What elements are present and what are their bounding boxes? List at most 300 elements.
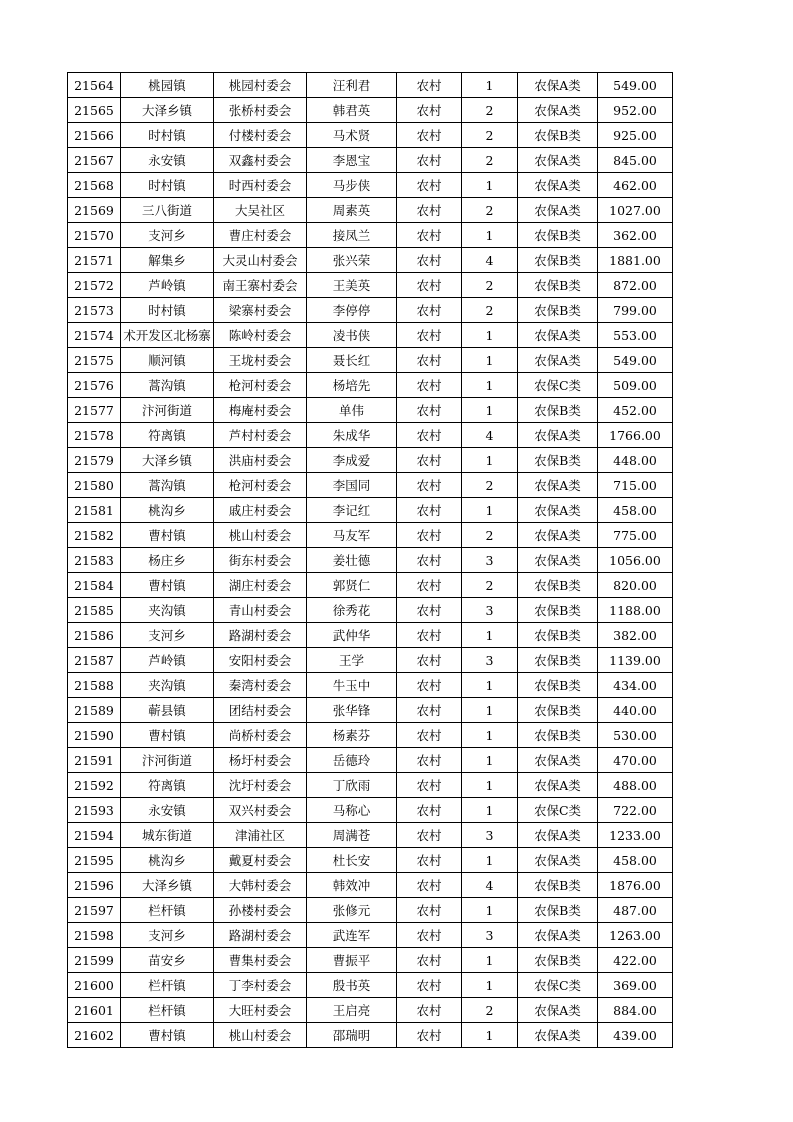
table-row <box>68 673 673 698</box>
area-type-cell: 农村 <box>397 548 462 573</box>
amount-cell: 1881.00 <box>598 248 673 273</box>
town-cell: 支河乡 <box>121 623 214 648</box>
record-id-cell: 21573 <box>68 298 121 323</box>
table-row <box>68 948 673 973</box>
area-type-cell: 农村 <box>397 198 462 223</box>
insurance-category-cell: 农保A类 <box>518 548 598 573</box>
person-name-cell: 李成爱 <box>307 448 397 473</box>
village-cell: 王垅村委会 <box>214 348 307 373</box>
person-name-cell: 岳德玲 <box>307 748 397 773</box>
village-cell: 双鑫村委会 <box>214 148 307 173</box>
village-cell: 大吴社区 <box>214 198 307 223</box>
table-row <box>68 173 673 198</box>
town-cell: 苗安乡 <box>121 948 214 973</box>
table-row <box>68 798 673 823</box>
town-cell: 曹村镇 <box>121 573 214 598</box>
area-type-cell: 农村 <box>397 698 462 723</box>
area-type-cell: 农村 <box>397 273 462 298</box>
table-row <box>68 923 673 948</box>
household-count-cell: 1 <box>462 623 518 648</box>
town-cell: 桃沟乡 <box>121 848 214 873</box>
record-id-cell: 21602 <box>68 1023 121 1048</box>
area-type-cell: 农村 <box>397 473 462 498</box>
insurance-category-cell: 农保A类 <box>518 748 598 773</box>
town-cell: 汴河街道 <box>121 398 214 423</box>
insurance-category-cell: 农保A类 <box>518 148 598 173</box>
amount-cell: 553.00 <box>598 323 673 348</box>
insurance-category-cell: 农保B类 <box>518 623 598 648</box>
table-row <box>68 648 673 673</box>
area-type-cell: 农村 <box>397 173 462 198</box>
area-type-cell: 农村 <box>397 98 462 123</box>
village-cell: 杨圩村委会 <box>214 748 307 773</box>
insurance-category-cell: 农保B类 <box>518 723 598 748</box>
insurance-category-cell: 农保C类 <box>518 373 598 398</box>
person-name-cell: 张修元 <box>307 898 397 923</box>
village-cell: 大灵山村委会 <box>214 248 307 273</box>
insurance-category-cell: 农保A类 <box>518 348 598 373</box>
village-cell: 枪河村委会 <box>214 373 307 398</box>
insurance-category-cell: 农保B类 <box>518 573 598 598</box>
person-name-cell: 牛玉中 <box>307 673 397 698</box>
amount-cell: 462.00 <box>598 173 673 198</box>
town-cell: 蕲县镇 <box>121 698 214 723</box>
area-type-cell: 农村 <box>397 73 462 98</box>
town-cell: 栏杆镇 <box>121 898 214 923</box>
household-count-cell: 1 <box>462 448 518 473</box>
table-row <box>68 823 673 848</box>
table-row <box>68 748 673 773</box>
insurance-category-cell: 农保A类 <box>518 498 598 523</box>
person-name-cell: 杨素芬 <box>307 723 397 748</box>
household-count-cell: 3 <box>462 548 518 573</box>
person-name-cell: 曹振平 <box>307 948 397 973</box>
insurance-category-cell: 农保A类 <box>518 98 598 123</box>
town-cell: 三八街道 <box>121 198 214 223</box>
table-row <box>68 473 673 498</box>
household-count-cell: 3 <box>462 648 518 673</box>
person-name-cell: 郭贤仁 <box>307 573 397 598</box>
insurance-category-cell: 农保A类 <box>518 198 598 223</box>
insurance-category-cell: 农保A类 <box>518 473 598 498</box>
town-cell: 顺河镇 <box>121 348 214 373</box>
area-type-cell: 农村 <box>397 398 462 423</box>
record-id-cell: 21593 <box>68 798 121 823</box>
household-count-cell: 2 <box>462 473 518 498</box>
amount-cell: 925.00 <box>598 123 673 148</box>
household-count-cell: 1 <box>462 798 518 823</box>
household-count-cell: 1 <box>462 73 518 98</box>
amount-cell: 549.00 <box>598 73 673 98</box>
amount-cell: 1056.00 <box>598 548 673 573</box>
village-cell: 张桥村委会 <box>214 98 307 123</box>
record-id-cell: 21591 <box>68 748 121 773</box>
town-cell: 曹村镇 <box>121 723 214 748</box>
village-cell: 大韩村委会 <box>214 873 307 898</box>
person-name-cell: 杜长安 <box>307 848 397 873</box>
area-type-cell: 农村 <box>397 673 462 698</box>
person-name-cell: 聂长红 <box>307 348 397 373</box>
subsidy-table <box>67 72 673 1048</box>
person-name-cell: 李国同 <box>307 473 397 498</box>
table-row <box>68 523 673 548</box>
table-row <box>68 98 673 123</box>
person-name-cell: 李停停 <box>307 298 397 323</box>
record-id-cell: 21600 <box>68 973 121 998</box>
area-type-cell: 农村 <box>397 898 462 923</box>
town-cell: 解集乡 <box>121 248 214 273</box>
person-name-cell: 周满苍 <box>307 823 397 848</box>
person-name-cell: 徐秀花 <box>307 598 397 623</box>
village-cell: 枪河村委会 <box>214 473 307 498</box>
record-id-cell: 21601 <box>68 998 121 1023</box>
household-count-cell: 2 <box>462 573 518 598</box>
person-name-cell: 张华锋 <box>307 698 397 723</box>
record-id-cell: 21588 <box>68 673 121 698</box>
amount-cell: 487.00 <box>598 898 673 923</box>
area-type-cell: 农村 <box>397 773 462 798</box>
household-count-cell: 2 <box>462 123 518 148</box>
town-cell: 夹沟镇 <box>121 598 214 623</box>
village-cell: 津浦社区 <box>214 823 307 848</box>
town-cell: 城东街道 <box>121 823 214 848</box>
amount-cell: 440.00 <box>598 698 673 723</box>
insurance-category-cell: 农保B类 <box>518 648 598 673</box>
person-name-cell: 马术贤 <box>307 123 397 148</box>
household-count-cell: 1 <box>462 223 518 248</box>
amount-cell: 1139.00 <box>598 648 673 673</box>
amount-cell: 775.00 <box>598 523 673 548</box>
insurance-category-cell: 农保A类 <box>518 523 598 548</box>
record-id-cell: 21596 <box>68 873 121 898</box>
village-cell: 梅庵村委会 <box>214 398 307 423</box>
record-id-cell: 21582 <box>68 523 121 548</box>
town-cell: 时村镇 <box>121 173 214 198</box>
insurance-category-cell: 农保A类 <box>518 173 598 198</box>
insurance-category-cell: 农保C类 <box>518 798 598 823</box>
town-cell: 栏杆镇 <box>121 998 214 1023</box>
household-count-cell: 1 <box>462 323 518 348</box>
insurance-category-cell: 农保B类 <box>518 398 598 423</box>
village-cell: 桃园村委会 <box>214 73 307 98</box>
insurance-category-cell: 农保B类 <box>518 873 598 898</box>
table-row <box>68 773 673 798</box>
town-cell: 汴河街道 <box>121 748 214 773</box>
person-name-cell: 姜壮德 <box>307 548 397 573</box>
household-count-cell: 2 <box>462 198 518 223</box>
insurance-category-cell: 农保A类 <box>518 823 598 848</box>
household-count-cell: 1 <box>462 398 518 423</box>
record-id-cell: 21584 <box>68 573 121 598</box>
household-count-cell: 1 <box>462 898 518 923</box>
table-row <box>68 598 673 623</box>
person-name-cell: 李恩宝 <box>307 148 397 173</box>
amount-cell: 362.00 <box>598 223 673 248</box>
area-type-cell: 农村 <box>397 623 462 648</box>
record-id-cell: 21583 <box>68 548 121 573</box>
person-name-cell: 凌书侠 <box>307 323 397 348</box>
record-id-cell: 21590 <box>68 723 121 748</box>
town-cell: 支河乡 <box>121 223 214 248</box>
amount-cell: 509.00 <box>598 373 673 398</box>
town-cell: 蒿沟镇 <box>121 473 214 498</box>
household-count-cell: 3 <box>462 823 518 848</box>
town-cell: 时村镇 <box>121 298 214 323</box>
town-cell: 大泽乡镇 <box>121 873 214 898</box>
insurance-category-cell: 农保A类 <box>518 923 598 948</box>
amount-cell: 872.00 <box>598 273 673 298</box>
amount-cell: 820.00 <box>598 573 673 598</box>
area-type-cell: 农村 <box>397 298 462 323</box>
village-cell: 戴夏村委会 <box>214 848 307 873</box>
household-count-cell: 3 <box>462 923 518 948</box>
table-row <box>68 73 673 98</box>
amount-cell: 488.00 <box>598 773 673 798</box>
village-cell: 湖庄村委会 <box>214 573 307 598</box>
person-name-cell: 王学 <box>307 648 397 673</box>
record-id-cell: 21568 <box>68 173 121 198</box>
table-row <box>68 723 673 748</box>
area-type-cell: 农村 <box>397 123 462 148</box>
town-cell: 永安镇 <box>121 148 214 173</box>
table-row <box>68 198 673 223</box>
insurance-category-cell: 农保A类 <box>518 423 598 448</box>
town-cell: 曹村镇 <box>121 1023 214 1048</box>
area-type-cell: 农村 <box>397 373 462 398</box>
area-type-cell: 农村 <box>397 798 462 823</box>
person-name-cell: 单伟 <box>307 398 397 423</box>
record-id-cell: 21578 <box>68 423 121 448</box>
town-cell: 桃园镇 <box>121 73 214 98</box>
village-cell: 丁李村委会 <box>214 973 307 998</box>
village-cell: 桃山村委会 <box>214 523 307 548</box>
amount-cell: 1876.00 <box>598 873 673 898</box>
town-cell: 夹沟镇 <box>121 673 214 698</box>
table-body <box>68 73 673 1048</box>
amount-cell: 952.00 <box>598 98 673 123</box>
village-cell: 青山村委会 <box>214 598 307 623</box>
household-count-cell: 2 <box>462 98 518 123</box>
insurance-category-cell: 农保A类 <box>518 73 598 98</box>
person-name-cell: 韩君英 <box>307 98 397 123</box>
table-row <box>68 548 673 573</box>
insurance-category-cell: 农保A类 <box>518 848 598 873</box>
area-type-cell: 农村 <box>397 823 462 848</box>
person-name-cell: 接凤兰 <box>307 223 397 248</box>
amount-cell: 1188.00 <box>598 598 673 623</box>
insurance-category-cell: 农保A类 <box>518 1023 598 1048</box>
amount-cell: 1233.00 <box>598 823 673 848</box>
record-id-cell: 21572 <box>68 273 121 298</box>
person-name-cell: 张兴荣 <box>307 248 397 273</box>
area-type-cell: 农村 <box>397 923 462 948</box>
household-count-cell: 2 <box>462 298 518 323</box>
town-cell: 桃沟乡 <box>121 498 214 523</box>
record-id-cell: 21575 <box>68 348 121 373</box>
amount-cell: 884.00 <box>598 998 673 1023</box>
person-name-cell: 杨培先 <box>307 373 397 398</box>
table-row <box>68 323 673 348</box>
area-type-cell: 农村 <box>397 723 462 748</box>
area-type-cell: 农村 <box>397 648 462 673</box>
person-name-cell: 武连军 <box>307 923 397 948</box>
insurance-category-cell: 农保B类 <box>518 948 598 973</box>
area-type-cell: 农村 <box>397 423 462 448</box>
household-count-cell: 1 <box>462 748 518 773</box>
amount-cell: 1766.00 <box>598 423 673 448</box>
household-count-cell: 1 <box>462 948 518 973</box>
person-name-cell: 朱成华 <box>307 423 397 448</box>
record-id-cell: 21589 <box>68 698 121 723</box>
household-count-cell: 1 <box>462 848 518 873</box>
household-count-cell: 1 <box>462 698 518 723</box>
person-name-cell: 马称心 <box>307 798 397 823</box>
record-id-cell: 21577 <box>68 398 121 423</box>
household-count-cell: 1 <box>462 498 518 523</box>
amount-cell: 382.00 <box>598 623 673 648</box>
town-cell: 曹村镇 <box>121 523 214 548</box>
village-cell: 路湖村委会 <box>214 623 307 648</box>
person-name-cell: 殷书英 <box>307 973 397 998</box>
village-cell: 付楼村委会 <box>214 123 307 148</box>
household-count-cell: 4 <box>462 873 518 898</box>
household-count-cell: 4 <box>462 423 518 448</box>
village-cell: 双兴村委会 <box>214 798 307 823</box>
table-row <box>68 373 673 398</box>
person-name-cell: 王启亮 <box>307 998 397 1023</box>
area-type-cell: 农村 <box>397 448 462 473</box>
amount-cell: 1027.00 <box>598 198 673 223</box>
village-cell: 芦村村委会 <box>214 423 307 448</box>
table-row <box>68 448 673 473</box>
record-id-cell: 21595 <box>68 848 121 873</box>
town-cell: 永安镇 <box>121 798 214 823</box>
table-row <box>68 348 673 373</box>
record-id-cell: 21567 <box>68 148 121 173</box>
village-cell: 街东村委会 <box>214 548 307 573</box>
record-id-cell: 21569 <box>68 198 121 223</box>
amount-cell: 549.00 <box>598 348 673 373</box>
person-name-cell: 邵瑞明 <box>307 1023 397 1048</box>
table-row <box>68 998 673 1023</box>
amount-cell: 1263.00 <box>598 923 673 948</box>
person-name-cell: 李记红 <box>307 498 397 523</box>
town-cell: 芦岭镇 <box>121 648 214 673</box>
amount-cell: 422.00 <box>598 948 673 973</box>
table-row <box>68 1023 673 1048</box>
amount-cell: 458.00 <box>598 498 673 523</box>
town-cell: 大泽乡镇 <box>121 98 214 123</box>
table-row <box>68 223 673 248</box>
town-cell: 芦岭镇 <box>121 273 214 298</box>
insurance-category-cell: 农保A类 <box>518 773 598 798</box>
town-cell: 术开发区北杨寨 <box>121 323 214 348</box>
person-name-cell: 韩效冲 <box>307 873 397 898</box>
amount-cell: 530.00 <box>598 723 673 748</box>
area-type-cell: 农村 <box>397 523 462 548</box>
record-id-cell: 21570 <box>68 223 121 248</box>
record-id-cell: 21574 <box>68 323 121 348</box>
village-cell: 陈岭村委会 <box>214 323 307 348</box>
town-cell: 栏杆镇 <box>121 973 214 998</box>
town-cell: 大泽乡镇 <box>121 448 214 473</box>
village-cell: 梁寨村委会 <box>214 298 307 323</box>
amount-cell: 434.00 <box>598 673 673 698</box>
amount-cell: 448.00 <box>598 448 673 473</box>
household-count-cell: 1 <box>462 673 518 698</box>
household-count-cell: 2 <box>462 148 518 173</box>
household-count-cell: 1 <box>462 173 518 198</box>
table-row <box>68 973 673 998</box>
table-row <box>68 273 673 298</box>
insurance-category-cell: 农保B类 <box>518 673 598 698</box>
table-row <box>68 873 673 898</box>
area-type-cell: 农村 <box>397 973 462 998</box>
person-name-cell: 汪利君 <box>307 73 397 98</box>
record-id-cell: 21564 <box>68 73 121 98</box>
area-type-cell: 农村 <box>397 848 462 873</box>
record-id-cell: 21579 <box>68 448 121 473</box>
amount-cell: 369.00 <box>598 973 673 998</box>
area-type-cell: 农村 <box>397 348 462 373</box>
amount-cell: 722.00 <box>598 798 673 823</box>
person-name-cell: 武仲华 <box>307 623 397 648</box>
record-id-cell: 21599 <box>68 948 121 973</box>
village-cell: 曹庄村委会 <box>214 223 307 248</box>
household-count-cell: 1 <box>462 1023 518 1048</box>
town-cell: 符离镇 <box>121 773 214 798</box>
village-cell: 戚庄村委会 <box>214 498 307 523</box>
town-cell: 蒿沟镇 <box>121 373 214 398</box>
area-type-cell: 农村 <box>397 573 462 598</box>
household-count-cell: 2 <box>462 523 518 548</box>
record-id-cell: 21592 <box>68 773 121 798</box>
insurance-category-cell: 农保C类 <box>518 973 598 998</box>
area-type-cell: 农村 <box>397 948 462 973</box>
person-name-cell: 周素英 <box>307 198 397 223</box>
table-row <box>68 848 673 873</box>
amount-cell: 715.00 <box>598 473 673 498</box>
person-name-cell: 马步侠 <box>307 173 397 198</box>
insurance-category-cell: 农保B类 <box>518 698 598 723</box>
insurance-category-cell: 农保B类 <box>518 598 598 623</box>
record-id-cell: 21594 <box>68 823 121 848</box>
area-type-cell: 农村 <box>397 748 462 773</box>
table-row <box>68 398 673 423</box>
village-cell: 桃山村委会 <box>214 1023 307 1048</box>
insurance-category-cell: 农保B类 <box>518 448 598 473</box>
insurance-category-cell: 农保B类 <box>518 298 598 323</box>
record-id-cell: 21566 <box>68 123 121 148</box>
amount-cell: 452.00 <box>598 398 673 423</box>
record-id-cell: 21598 <box>68 923 121 948</box>
household-count-cell: 1 <box>462 723 518 748</box>
record-id-cell: 21571 <box>68 248 121 273</box>
amount-cell: 439.00 <box>598 1023 673 1048</box>
person-name-cell: 王美英 <box>307 273 397 298</box>
table-row <box>68 573 673 598</box>
record-id-cell: 21576 <box>68 373 121 398</box>
village-cell: 沈圩村委会 <box>214 773 307 798</box>
village-cell: 路湖村委会 <box>214 923 307 948</box>
table-row <box>68 248 673 273</box>
village-cell: 曹集村委会 <box>214 948 307 973</box>
record-id-cell: 21581 <box>68 498 121 523</box>
insurance-category-cell: 农保B类 <box>518 898 598 923</box>
record-id-cell: 21565 <box>68 98 121 123</box>
area-type-cell: 农村 <box>397 223 462 248</box>
household-count-cell: 1 <box>462 973 518 998</box>
